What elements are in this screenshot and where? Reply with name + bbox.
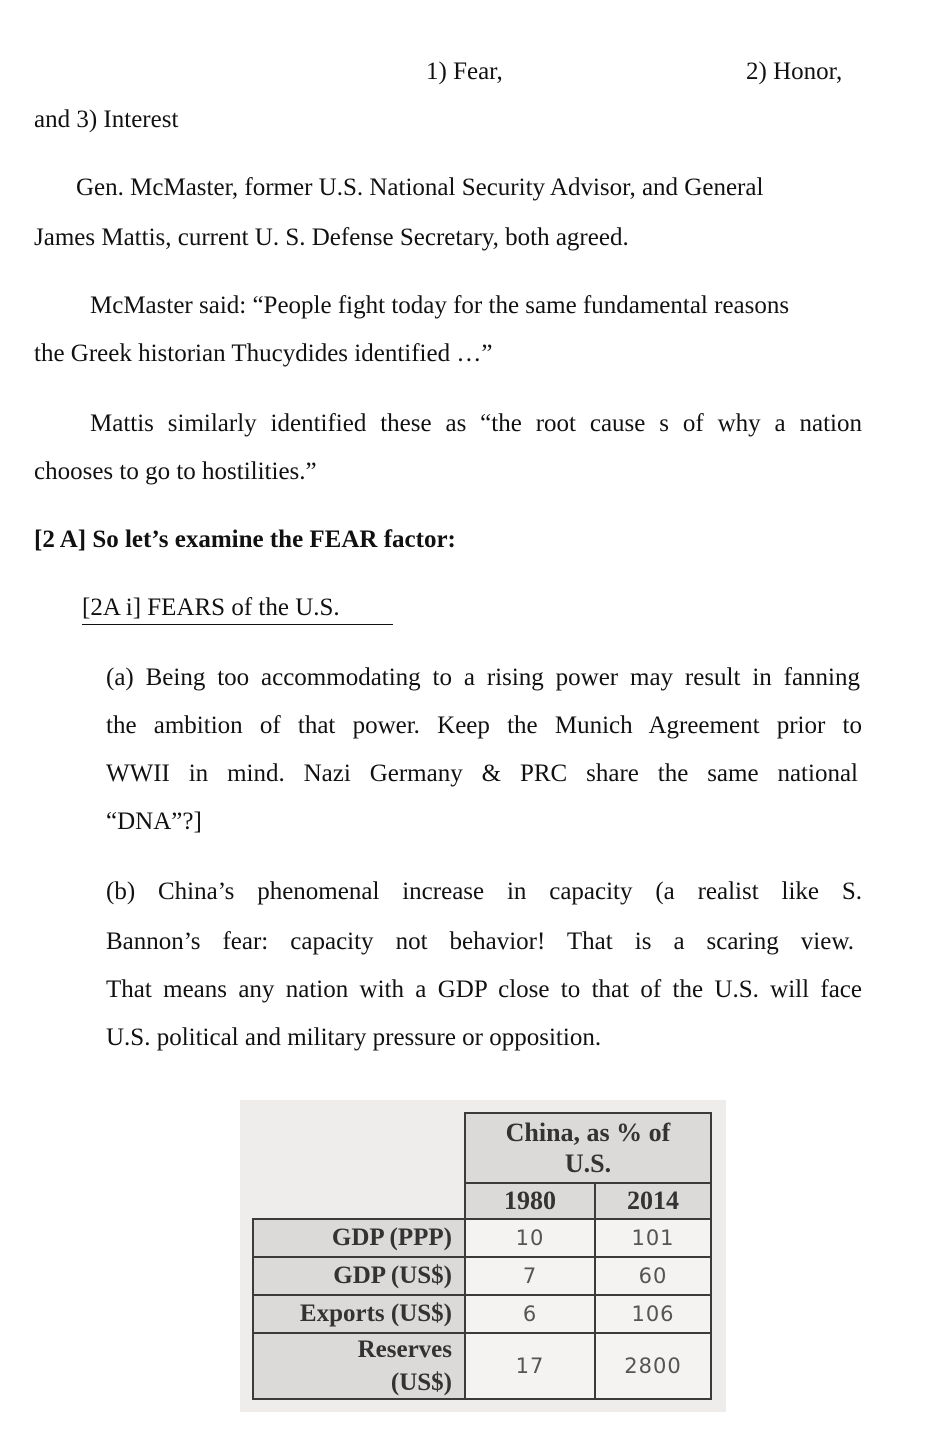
para2-line2: the Greek historian Thucydides identified …” bbox=[34, 340, 493, 367]
table-row-label bbox=[252, 1294, 466, 1334]
table-cell bbox=[464, 1294, 596, 1334]
para1-line2: James Mattis, current U. S. Defense Secretary, both agreed. bbox=[34, 224, 629, 251]
table-row-label bbox=[252, 1218, 466, 1258]
table-cell bbox=[594, 1332, 712, 1400]
table-header-text: China, as % of U.S. bbox=[505, 1118, 671, 1178]
exports-2014: 106 bbox=[631, 1302, 675, 1326]
row-gdp-usd-label: GDP (US$) bbox=[333, 1262, 452, 1289]
table-cell bbox=[594, 1218, 712, 1258]
section-heading: [2 A] So let’s examine the FEAR factor: bbox=[34, 526, 456, 553]
gdp-usd-1980: 7 bbox=[522, 1264, 538, 1288]
col-2014-label: 2014 bbox=[627, 1186, 679, 1215]
row-gdp-ppp-label: GDP (PPP) bbox=[331, 1224, 452, 1251]
subheading: [2A i] FEARS of the U.S. bbox=[82, 594, 393, 625]
col-header-2014 bbox=[594, 1182, 712, 1220]
col-1980-label: 1980 bbox=[504, 1186, 556, 1215]
para2-line1: McMaster said: “People fight today for the same fundamental reasons bbox=[90, 292, 790, 319]
table-row-label bbox=[252, 1332, 466, 1400]
point-a-line2: the ambition of that power. Keep the Munich Agreement prior to bbox=[106, 712, 862, 739]
intro-item-honor: 2) Honor, bbox=[746, 58, 843, 85]
exports-1980: 6 bbox=[522, 1302, 538, 1326]
para3-line1: Mattis similarly identified these as “the root cause s of why a nation bbox=[90, 410, 862, 437]
para1-line1: Gen. McMaster, former U.S. National Security Advisor, and General bbox=[76, 174, 764, 201]
gdp-ppp-2014: 101 bbox=[631, 1226, 675, 1250]
table-cell bbox=[464, 1256, 596, 1296]
para3-line2: chooses to go to hostilities.” bbox=[34, 458, 317, 485]
table-cell bbox=[464, 1218, 596, 1258]
table-cell bbox=[464, 1332, 596, 1400]
row-exports-label: Exports (US$) bbox=[299, 1300, 452, 1327]
table-cell bbox=[594, 1294, 712, 1334]
point-b-line1: (b) China’s phenomenal increase in capacity (a realist like S. bbox=[106, 878, 862, 905]
table-row-label bbox=[252, 1256, 466, 1296]
point-a-line4: “DNA”?] bbox=[106, 808, 202, 835]
table-cell bbox=[594, 1256, 712, 1296]
intro-item-fear: 1) Fear, bbox=[426, 58, 503, 85]
gdp-usd-2014: 60 bbox=[638, 1264, 668, 1288]
point-b-line2: Bannon’s fear: capacity not behavior! That is a scaring view. bbox=[106, 928, 854, 955]
point-b-line3: That means any nation with a GDP close to that of the U.S. will face bbox=[106, 976, 862, 1003]
point-b-line4: U.S. political and military pressure or opposition. bbox=[106, 1024, 602, 1051]
point-a-line3: WWII in mind. Nazi Germany & PRC share the same national bbox=[106, 760, 858, 787]
row-reserves-label: Reserves (US$) bbox=[357, 1336, 452, 1396]
table-header bbox=[464, 1112, 712, 1184]
point-a-line1: (a) Being too accommodating to a rising power may result in fanning bbox=[106, 664, 860, 691]
intro-item-interest: and 3) Interest bbox=[34, 106, 179, 133]
china-us-comparison-table bbox=[240, 1100, 726, 1412]
col-header-1980 bbox=[464, 1182, 596, 1220]
reserves-1980: 17 bbox=[515, 1354, 545, 1378]
reserves-2014: 2800 bbox=[624, 1354, 682, 1378]
gdp-ppp-1980: 10 bbox=[515, 1226, 545, 1250]
